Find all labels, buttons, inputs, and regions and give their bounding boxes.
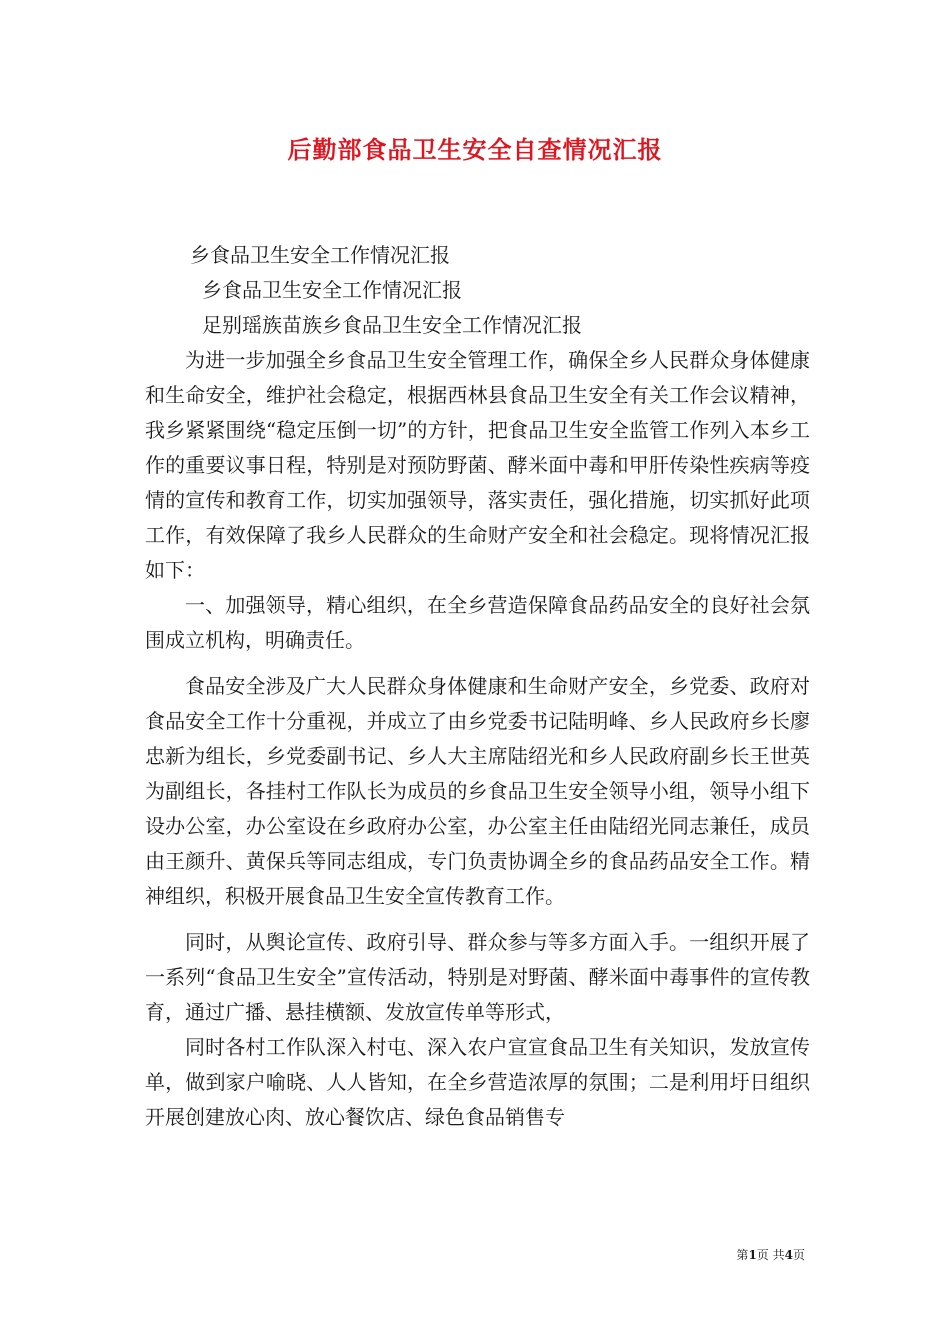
document-body [145,238,810,1135]
footer-current-page: 1 [748,1248,757,1262]
paragraph-leadership: 食品安全涉及广大人民群众身体健康和生命财产安全，乡党委、政府对食品安全工作十分重视，并成立了由乡党委书记陆明峰、乡人民政府乡长廖忠新为组长，乡党委副书记、乡人大主席陆绍光和乡人民政府副乡长王世英为副组长，各挂村工作队长为成员的乡食品卫生安全领导小组，领导小组下设办公室，办公室设在乡政府办公室，办公室主任由陆绍光同志兼任，成员由王颜升、黄保兵等同志组成，专门负责协调全乡的食品药品安全工作。精神组织，积极开展食品卫生安全宣传教育工作。 [145,674,810,908]
paragraph-subtitle-1: 乡食品卫生安全工作情况汇报 [190,243,450,267]
paragraph-section-1-heading: 一、加强领导，精心组织，在全乡营造保障食品药品安全的良好社会氛围成立机构，明确责任。 [145,593,810,652]
footer-total-pages: 4 [784,1248,793,1262]
page-number-footer [736,1246,805,1263]
footer-prefix: 第 [736,1248,749,1262]
document-title: 后勤部食品卫生安全自查情况汇报 [287,136,663,164]
paragraph-intro: 为进一步加强全乡食品卫生安全管理工作，确保全乡人民群众身体健康和生命安全，维护社会稳定，根据西林县食品卫生安全有关工作会议精神，我乡紧紧围绕“稳定压倒一切”的方针，把食品卫生安全监管工作列入本乡工作的重要议事日程，特别是对预防野菌、酵米面中毒和甲肝传染性疾病等疫情的宣传和教育工作，切实加强领导，落实责任，强化措施，切实抓好此项工作，有效保障了我乡人民群众的生命财产安全和社会稳定。现将情况汇报如下： [145,348,810,582]
footer-suffix: 页 [792,1248,805,1262]
paragraph-subtitle-3: 足别瑶族苗族乡食品卫生安全工作情况汇报 [202,313,582,337]
footer-middle: 页 共 [756,1248,785,1262]
paragraph-publicity: 同时，从舆论宣传、政府引导、群众参与等多方面入手。一组织开展了一系列“食品卫生安全”宣传活动，特别是对野菌、酵米面中毒事件的宣传教育，通过广播、悬挂横额、发放宣传单等形式， [145,930,810,1024]
paragraph-subtitle-2: 乡食品卫生安全工作情况汇报 [202,278,462,302]
paragraph-village-teams: 同时各村工作队深入村屯、深入农户宣宣食品卫生有关知识，发放宣传单，做到家户喻晓、人人皆知，在全乡营造浓厚的氛围；二是利用圩日组织开展创建放心肉、放心餐饮店、绿色食品销售专 [145,1035,810,1129]
